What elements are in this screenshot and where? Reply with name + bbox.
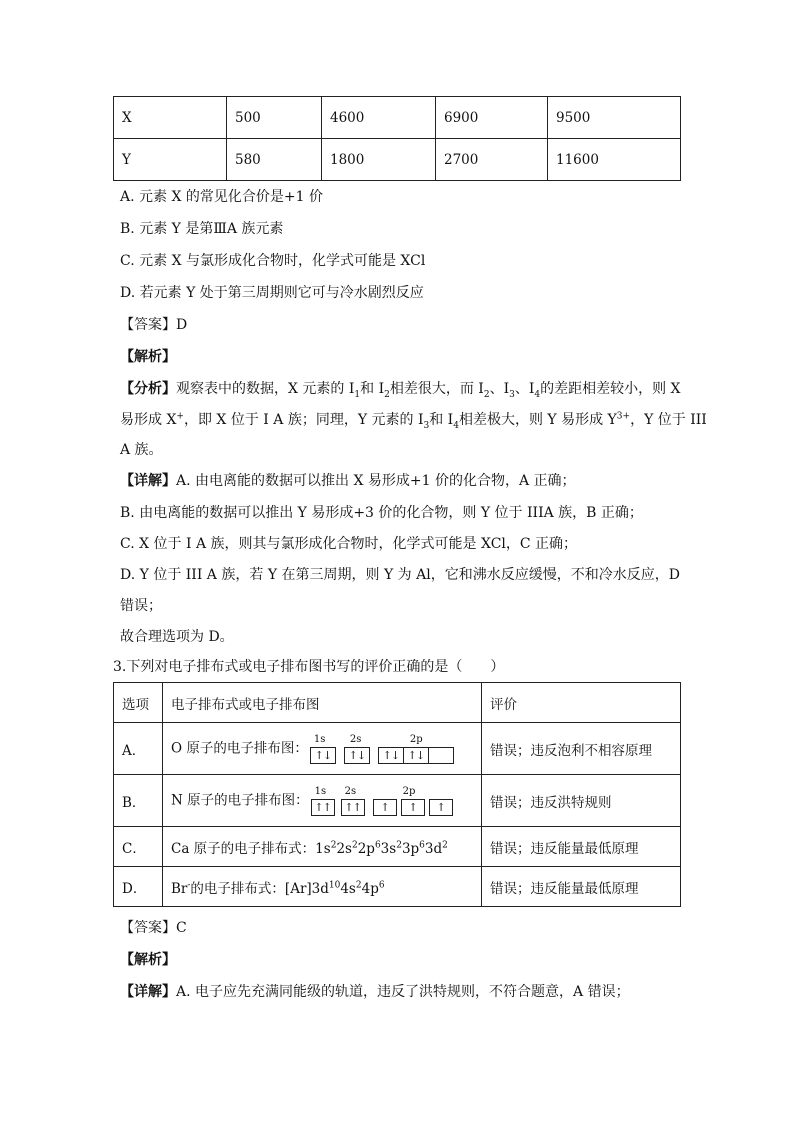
orbital-box: ↑↓	[378, 747, 404, 764]
config-cell: O 原子的电子排布图： 1s 2s 2p ↑↓ ↑↓ ↑↓ ↑↓	[163, 723, 482, 775]
option-d: D. 若元素 Y 处于第三周期则它可与冷水剧烈反应	[120, 285, 424, 301]
option-cell: B．	[114, 775, 163, 827]
option-cell: C．	[114, 827, 163, 867]
row-label: Y	[114, 139, 227, 181]
eval-cell: 错误；违反能量最低原理	[482, 827, 681, 867]
detail-line-d-cont: 错误；	[120, 598, 162, 614]
ionization-table	[113, 96, 681, 181]
analysis-heading: 【解析】	[120, 349, 176, 365]
orbital-box	[428, 747, 454, 764]
table-cell: 9500	[548, 97, 681, 139]
eval-cell: 错误；违反泡利不相容原理	[482, 723, 681, 775]
table-cell: 4600	[322, 97, 436, 139]
analysis-line-2: 易形成 X+，即 X 位于 I A 族；同理，Y 元素的 $I_3$和 $I_4$相差极大，则 Y 易形成 $Y^{3+}$，Y 位于 III	[120, 411, 707, 431]
option-cell: A．	[114, 723, 163, 775]
table-cell: 580	[227, 139, 322, 181]
detail-line-a: 【详解】A. 由电离能的数据可以推出 X 易形成+1 价的化合物，A 正确；	[120, 473, 576, 489]
config-cell: Br-的电子排布式：$[Ar]3d^{10}4s^24p^6$	[163, 867, 482, 907]
header-cell: 电子排布式或电子排布图	[163, 683, 482, 723]
table-cell: 500	[227, 97, 322, 139]
orbital-box: ↑	[401, 799, 425, 816]
header-cell: 选项	[114, 683, 163, 723]
analysis-line-1: 【分析】观察表中的数据，X 元素的 $I_1$和 $I_2$相差很大，而 $I_2$、$I_3$、$I_4$的差距相差较小，则 X	[120, 381, 681, 400]
orbital-box: ↑↓	[310, 747, 336, 764]
table-cell: 6900	[436, 97, 548, 139]
table-cell: 11600	[548, 139, 681, 181]
row-label: X	[114, 97, 227, 139]
header-cell: 评价	[482, 683, 681, 723]
answer-3: 【答案】C	[120, 920, 187, 936]
detail-line-3a: 【详解】A. 电子应先充满同能级的轨道，违反了洪特规则，不符合题意，A 错误；	[120, 984, 630, 1000]
orbital-diagram: 1s 2s 2p ↑↑ ↑↑ ↑ ↑ ↑	[311, 786, 471, 816]
orbital-box: ↑	[429, 799, 453, 816]
option-cell: D．	[114, 867, 163, 907]
eval-cell: 错误；违反洪特规则	[482, 775, 681, 827]
analysis-heading-3: 【解析】	[120, 952, 176, 968]
orbital-box: ↑	[373, 799, 397, 816]
question-3: 3.下列对电子排布式或电子排布图书写的评价正确的是（ ）	[113, 659, 505, 675]
table-cell: 1800	[322, 139, 436, 181]
table-cell: 2700	[436, 139, 548, 181]
detail-line-b: B. 由电离能的数据可以推出 Y 易形成+3 价的化合物，则 Y 位于 IIIA 族，B 正确；	[120, 505, 643, 521]
analysis-line-3: A 族。	[120, 442, 163, 458]
orbital-box: ↑↓	[344, 747, 370, 764]
orbital-diagram: 1s 2s 2p ↑↓ ↑↓ ↑↓ ↑↓	[310, 734, 470, 764]
config-cell: Ca 原子的电子排布式：$1s^22s^22p^63s^23p^63d^2$	[163, 827, 482, 867]
orbital-box: ↑↓	[403, 747, 429, 764]
orbital-box: ↑↑	[311, 799, 335, 816]
detail-line-d: D. Y 位于 III A 族，若 Y 在第三周期，则 Y 为 Al，它和沸水反应缓慢，不和冷水反应，D	[120, 567, 680, 583]
option-b: B. 元素 Y 是第ⅢA 族元素	[120, 221, 284, 237]
answer: 【答案】D	[120, 317, 188, 333]
evaluation-table	[113, 682, 681, 907]
option-c: C. 元素 X 与氯形成化合物时，化学式可能是 XCl	[120, 253, 426, 269]
conclusion: 故合理选项为 D。	[120, 629, 234, 645]
eval-cell: 错误；违反能量最低原理	[482, 867, 681, 907]
orbital-box: ↑↑	[341, 799, 365, 816]
option-a: A. 元素 X 的常见化合价是+1 价	[120, 189, 323, 205]
detail-line-c: C. X 位于 I A 族，则其与氯形成化合物时，化学式可能是 XCl，C 正确；	[120, 536, 578, 552]
config-cell: N 原子的电子排布图： 1s 2s 2p ↑↑ ↑↑ ↑ ↑ ↑	[163, 775, 482, 827]
